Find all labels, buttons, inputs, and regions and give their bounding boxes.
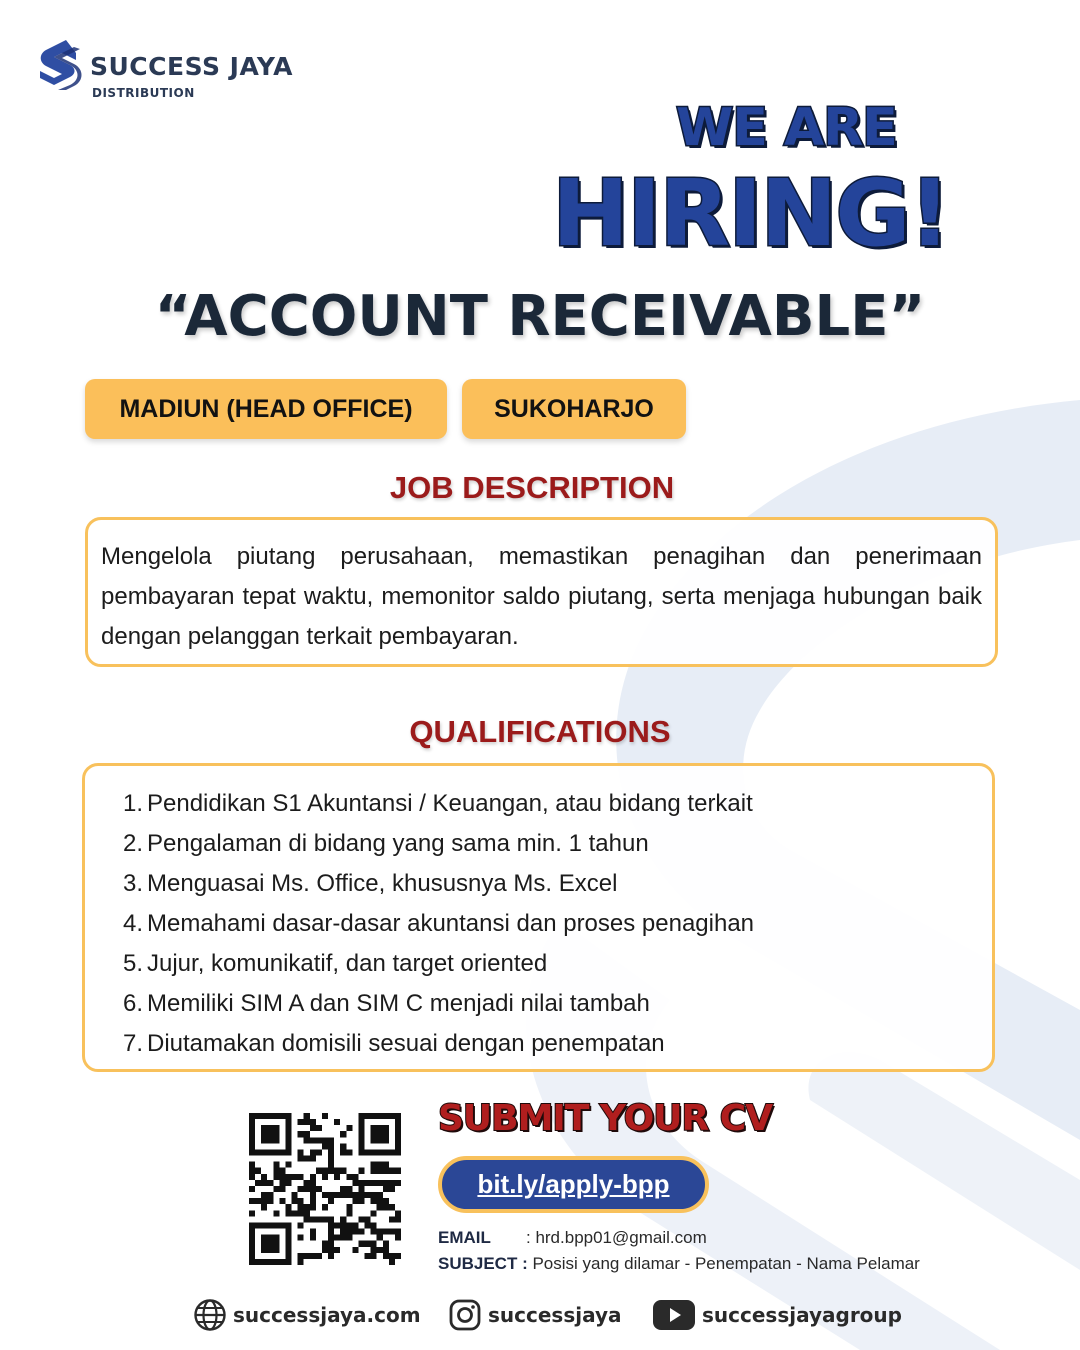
qualifications-heading: QUALIFICATIONS [409,714,671,749]
item-number: 2. [122,830,143,857]
qualifications-list [115,784,992,1064]
position-title: “ACCOUNT RECEIVABLE” [154,284,926,349]
list-item [115,904,992,944]
job-description-heading: JOB DESCRIPTION [389,470,675,505]
job-description-box [85,517,998,667]
list-item [115,984,992,1024]
list-item [115,824,992,864]
submit-cv-heading: SUBMIT YOUR CV [438,1098,773,1139]
subject-label: SUBJECT : [438,1254,528,1273]
subject-value: Posisi yang dilamar - Penempatan - Nama Pelamar [527,1254,920,1273]
qr-code[interactable] [249,1113,401,1265]
item-text: Jujur, komunikatif, dan target oriented [147,950,548,977]
website-label: successjaya.com [233,1303,421,1327]
email-label: EMAIL [438,1228,491,1247]
item-number: 5. [122,950,143,977]
item-number: 7. [122,1030,143,1057]
headline-we-are: WE ARE [676,98,897,158]
email-value[interactable]: : hrd.bpp01@gmail.com [526,1228,707,1247]
instagram-icon [448,1298,482,1332]
qualifications-box [82,763,995,1072]
apply-link-button[interactable]: bit.ly/apply-bpp [438,1156,709,1213]
list-item [115,1024,992,1064]
subject-row [438,1254,920,1274]
location-badge-madiun: MADIUN (HEAD OFFICE) [85,379,447,439]
brand-subtitle: DISTRIBUTION [92,86,195,100]
item-number: 6. [122,990,143,1017]
success-jaya-logo-icon [36,38,84,90]
social-website[interactable] [193,1296,421,1334]
item-text: Pendidikan S1 Akuntansi / Keuangan, atau bidang terkait [147,790,753,817]
youtube-label: successjayagroup [702,1303,902,1327]
item-text: Memahami dasar-dasar akuntansi dan proses penagihan [147,910,755,937]
brand-logo [36,38,326,100]
item-number: 4. [122,910,143,937]
instagram-label: successjaya [488,1303,622,1327]
item-number: 1. [122,790,143,817]
globe-icon [193,1298,227,1332]
email-row [438,1228,707,1248]
location-badge-sukoharjo: SUKOHARJO [462,379,686,439]
headline-hiring: HIRING! [552,160,949,267]
list-item [115,944,992,984]
youtube-icon [652,1298,696,1332]
item-text: Menguasai Ms. Office, khususnya Ms. Excel [147,870,618,897]
job-description-text: Mengelola piutang perusahaan, memastikan penagihan dan penerimaan pembayaran tepat waktu, memonitor saldo piutang, serta menjaga hubungan baik dengan pelanggan terkait pembayaran. [101,543,982,650]
item-text: Diutamakan domisili sesuai dengan penempatan [147,1030,665,1057]
item-text: Memiliki SIM A dan SIM C menjadi nilai tambah [147,990,650,1017]
social-instagram[interactable] [448,1296,622,1334]
list-item [115,784,992,824]
item-number: 3. [122,870,143,897]
item-text: Pengalaman di bidang yang sama min. 1 tahun [147,830,649,857]
social-youtube[interactable] [652,1296,902,1334]
list-item [115,864,992,904]
brand-name: SUCCESS JAYA [90,52,293,81]
